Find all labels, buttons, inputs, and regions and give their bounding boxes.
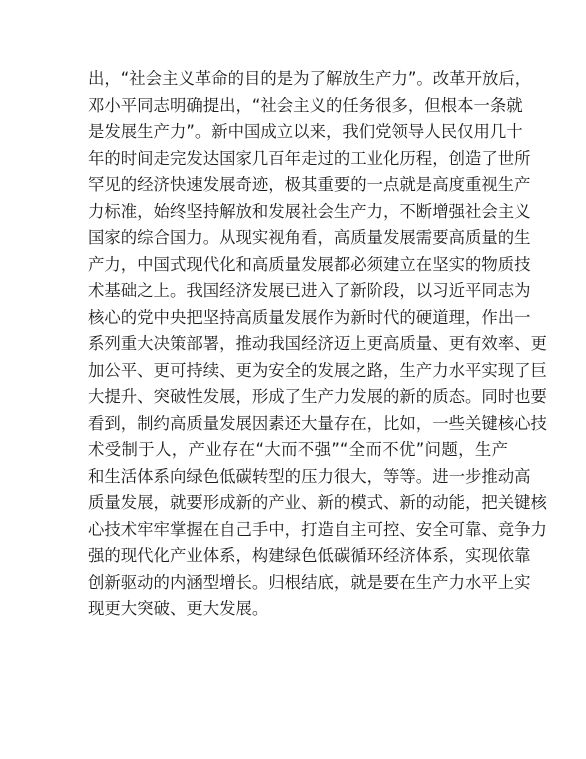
- text-line: 邓小平同志明确提出，“社会主义的任务很多，但根本一条就: [88, 95, 523, 115]
- text-line: 是发展生产力”。新中国成立以来，我们党领导人民仅用几十: [88, 122, 523, 141]
- text-line: 力标准，始终坚持解放和发展社会生产力，不断增强社会主义: [88, 201, 531, 221]
- text-line: 创新驱动的内涵型增长。归根结底，就是要在生产力水平上实: [88, 572, 531, 592]
- text-line: 核心的党中央把坚持高质量发展作为新时代的硬道理，作出一: [88, 307, 531, 327]
- text-line: 现更大突破、更大发展。: [88, 599, 269, 618]
- text-line: 出，“社会主义革命的目的是为了解放生产力”。改革开放后，: [88, 69, 532, 88]
- text-line: 大提升、突破性发展，形成了生产力发展的新的质态。同时也要: [88, 387, 547, 406]
- text-line: 看到，制约高质量发展因素还大量存在，比如，一些关键核心技: [88, 413, 547, 433]
- text-line: 强的现代化产业体系，构建绿色低碳循环经济体系，实现依靠: [88, 546, 531, 565]
- text-line: 心技术牢牢掌握在自己手中，打造自主可控、安全可靠、竞争力: [88, 519, 547, 539]
- text-line: 年的时间走完发达国家几百年走过的工业化历程，创造了世所: [88, 148, 531, 168]
- text-line: 术受制于人，产业存在“大而不强”“全而不优”问题，生产: [88, 440, 508, 459]
- text-line: 罕见的经济快速发展奇迹，极其重要的一点就是高度重视生产: [88, 175, 531, 194]
- body-paragraph: [88, 66, 547, 623]
- text-line: 加公平、更可持续、更为安全的发展之路，生产力水平实现了巨: [88, 360, 547, 380]
- text-line: 产力，中国式现代化和高质量发展都必须建立在坚实的物质技: [88, 254, 531, 274]
- text-line: 和生活体系向绿色低碳转型的压力很大，等等。进一步推动高: [88, 466, 531, 486]
- text-line: 系列重大决策部署，推动我国经济迈上更高质量、更有效率、更: [88, 334, 547, 353]
- text-line: 质量发展，就要形成新的产业、新的模式、新的动能，把关键核: [88, 493, 547, 512]
- text-line: 国家的综合国力。从现实视角看，高质量发展需要高质量的生: [88, 228, 531, 247]
- text-line: 术基础之上。我国经济发展已进入了新阶段，以习近平同志为: [88, 281, 531, 300]
